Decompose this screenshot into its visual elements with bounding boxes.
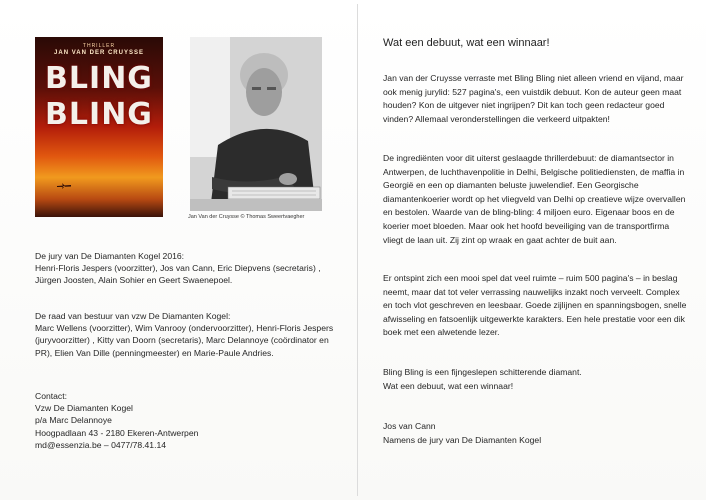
photo-caption: Jan Van der Cruysse © Thomas Sweertvaegher bbox=[188, 214, 305, 220]
cover-title-line1: BLING bbox=[45, 61, 153, 96]
review-conclusion bbox=[383, 366, 688, 393]
review-paragraph-3: Er ontspint zich een mooi spel dat veel ruimte – ruim 500 pagina's – in beslag neemt, maar dat tot veler verrassing nauwelijks inzakt noch verveelt. Complex en toch vlot geschreven en leesbaar. Goede zijlijnen en spanningsbogen, snelle afwisseling en fatsoenlijk uitgewerkte karakters. Een hele prestatie voor een dik boek met een alwetende lezer. bbox=[383, 273, 687, 338]
board-heading: De raad van bestuur van vzw De Diamanten Kogel: bbox=[35, 311, 231, 321]
board-members: Marc Wellens (voorzitter), Wim Vanrooy (ondervoorzitter), Henri-Floris Jespers (juryvoorzitter) , Kitty van Doorn (secretaris), Marc Delannoye (coördinator en PR), Elien Van Dille (penningmeester) en Marie-Paule Andries. bbox=[35, 323, 334, 358]
author-portrait-photo bbox=[190, 37, 322, 211]
contact-address: Hoogpadlaan 43 - 2180 Ekeren-Antwerpen bbox=[35, 427, 199, 438]
contact-person: p/a Marc Delannoye bbox=[35, 415, 112, 426]
jury-members: Henri-Floris Jespers (voorzitter), Jos van Cann, Eric Diepvens (secretaris) , Jürgen Joosten, Alain Sohier en Geert Swaenepoel. bbox=[35, 263, 321, 286]
review-conclusion-line2: Wat een debuut, wat een winnaar! bbox=[383, 380, 514, 391]
airplane-icon bbox=[57, 183, 71, 189]
cover-title-line2: BLING bbox=[45, 97, 153, 132]
jury-heading: De jury van De Diamanten Kogel 2016: bbox=[35, 251, 185, 261]
review-title: Wat een debuut, wat een winnaar! bbox=[383, 37, 550, 49]
board-section bbox=[35, 310, 345, 359]
fold-divider bbox=[357, 4, 358, 496]
review-conclusion-line1: Bling Bling is een fijngeslepen schitterende diamant. bbox=[383, 367, 582, 377]
review-paragraph-1: Jan van der Cruysse verraste met Bling Bling niet alleen vriend en vijand, maar ook menig jurylid: 527 pagina's, een vuistdik debuut. Kon de auteur geen maat houden? Kon de uitgever niet ingrijpen? Dit kan toch geen redacteur goed vinden? Allemaal veronderstellingen die verkeerd uitpakten! bbox=[383, 73, 684, 124]
contact-email-phone: md@essenzia.be – 0477/78.41.14 bbox=[35, 439, 167, 450]
signature-name: Jos van Cann bbox=[383, 421, 436, 431]
portrait-illustration bbox=[190, 37, 322, 211]
cover-author-label: JAN VAN DER CRUYSSE bbox=[54, 50, 144, 56]
jury-section bbox=[35, 250, 345, 287]
book-cover-image bbox=[35, 37, 163, 217]
contact-heading: Contact: bbox=[35, 391, 68, 401]
signature-role: Namens de jury van De Diamanten Kogel bbox=[383, 434, 542, 445]
contact-section bbox=[35, 390, 335, 451]
contact-org: Vzw De Diamanten Kogel bbox=[35, 403, 133, 414]
cover-series-label: THRILLER bbox=[82, 43, 116, 49]
review-paragraph-2: De ingrediënten voor dit uiterst geslaagde thrillerdebuut: de diamantsector in Antwerpen, de luchthavenpolitie in Delhi, Belgische politiediensten, de maffia in Georgië en een op diamanten beluste juwelendief. Een Georgische diamantenkoerier wordt op het vliegveld van Delhi op creatieve wijze overvallen en bestolen. Waarde van de bling-bling: 4 miljoen euro. Eigenaar boos en de koerier moet bloeden. Maar ook het hoofd beveiliging van de transportfirma vliegt de laan uit. Zij zint op wraak en gaat achter de buit aan. bbox=[383, 153, 686, 245]
signature-block bbox=[383, 420, 688, 447]
